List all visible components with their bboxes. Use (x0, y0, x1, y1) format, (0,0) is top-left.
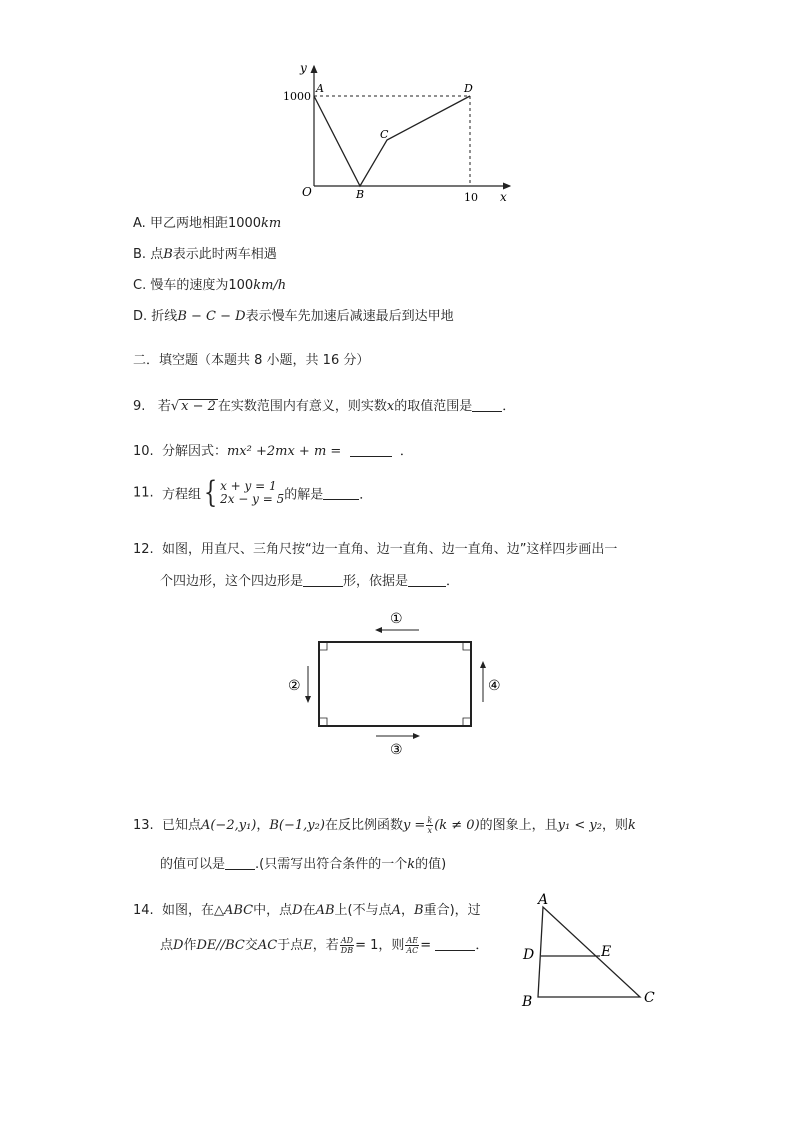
q14-text: 上(不与点 (334, 903, 392, 918)
x-tick-10: 10 (464, 191, 478, 204)
point-b: B (414, 903, 424, 918)
sqrt-sign: √ (170, 399, 180, 414)
q13-text: 的值可以是 (160, 857, 226, 872)
segment-ab: AB (315, 903, 335, 918)
segment-ac: AC (257, 938, 278, 953)
point-B: B (356, 188, 365, 201)
fraction (426, 816, 433, 835)
label-a: A (538, 892, 549, 908)
q13-text: 在反比例函数 (324, 818, 403, 833)
inequality: y₁ < y₂ (557, 818, 602, 833)
point-d: D (173, 938, 184, 953)
x-axis-label: x (500, 190, 507, 204)
q9-text: 若 (157, 399, 171, 414)
q14-text: 点 (160, 938, 174, 953)
question-number: 14. (133, 903, 154, 918)
option-b (133, 243, 277, 262)
k-var: k (407, 857, 416, 872)
q14-text: ，若 (312, 938, 339, 953)
label-b: B (522, 994, 533, 1010)
rectangle-figure (284, 606, 524, 756)
q13-text: 的图象上，且 (479, 818, 558, 833)
y-tick-1000: 1000 (283, 90, 311, 103)
question-number: 11. (133, 485, 154, 501)
answer-blank[interactable] (323, 486, 359, 500)
question-13-line2 (160, 853, 446, 872)
q14-text: 重合)，过 (423, 903, 481, 918)
step-1-label: ① (390, 611, 403, 627)
q11-end: ． (359, 487, 373, 503)
q13-text: 已知点 (161, 818, 201, 833)
numerator: k (427, 816, 433, 825)
q10-end: ． (399, 444, 413, 459)
answer-blank[interactable] (303, 573, 343, 587)
y-axis-label: y (300, 61, 307, 75)
question-13-line1 (133, 814, 636, 835)
right-angle-mark (319, 718, 327, 726)
right-angle-mark (319, 642, 327, 650)
brace-icon: { (203, 475, 218, 510)
q14-text: = (420, 938, 432, 953)
point-d: D (292, 903, 303, 918)
point-C: C (380, 128, 389, 141)
q11-text: 的解是 (284, 487, 324, 503)
option-text: 慢车的速度为100 (150, 278, 254, 293)
denominator: AC (406, 946, 419, 955)
q14-text: 如图，在 (161, 903, 214, 918)
q14-text: = 1，则 (355, 938, 405, 953)
question-10 (133, 440, 413, 459)
answer-blank[interactable] (435, 937, 475, 951)
answer-blank[interactable] (472, 398, 502, 412)
option-label: D. (133, 309, 148, 324)
q14-text: ， (401, 903, 415, 918)
q14-end: ． (475, 938, 489, 953)
equation-system (220, 480, 284, 506)
option-c (133, 274, 286, 293)
section-title: 二．填空题（本题共 8 小题，共 16 分） (133, 353, 370, 368)
q12-end: ． (446, 574, 460, 589)
denominator: x (427, 826, 433, 835)
option-math: B (163, 247, 173, 262)
option-text: 甲乙两地相距1000 (149, 216, 262, 231)
q9-end: ． (502, 399, 516, 414)
triangle (538, 907, 640, 997)
graph-line (314, 96, 470, 186)
q9-var: x (386, 399, 395, 414)
option-text: 表示此时两车相遇 (172, 247, 277, 262)
distance-time-graph (283, 58, 530, 208)
rectangle (319, 642, 471, 726)
q13-text: ， (256, 818, 270, 833)
option-text: 点 (150, 247, 164, 262)
answer-blank[interactable] (225, 856, 255, 870)
q9-text: 在实数范围内有意义，则实数 (217, 399, 387, 414)
point-e: E (303, 938, 313, 953)
numerator: AE (406, 936, 419, 945)
q10-expr: mx² +2mx + m = (226, 444, 342, 459)
question-number: 12. (133, 542, 154, 557)
option-label: C. (133, 278, 147, 293)
q12-text: 形，依据是 (343, 574, 409, 589)
label-e: E (601, 944, 612, 960)
origin-label: O (302, 185, 312, 199)
q14-text: 在 (302, 903, 316, 918)
condition: (k ≠ 0) (434, 818, 480, 833)
question-number: 10. (133, 444, 154, 459)
question-12-line2 (160, 570, 459, 589)
q13-text: .(只需写出符合条件的一个 (255, 857, 408, 872)
q14-text: 交 (244, 938, 258, 953)
step-2-label: ② (288, 678, 301, 694)
answer-blank[interactable] (408, 573, 446, 587)
point-A: A (316, 82, 324, 95)
option-text: 折线 (151, 309, 178, 324)
answer-blank[interactable] (350, 443, 392, 457)
point-a: A (391, 903, 401, 918)
right-angle-mark (463, 642, 471, 650)
q14-text: 中，点 (253, 903, 293, 918)
step-3-label: ③ (390, 742, 403, 758)
q14-text: 作 (183, 938, 197, 953)
question-11 (133, 475, 373, 510)
q9-text: 的取值范围是 (394, 399, 473, 414)
q13-text: 的值) (415, 857, 447, 872)
point-b-expr: B(−1,y₂) (269, 818, 325, 833)
label-d: D (523, 947, 535, 963)
question-9 (133, 395, 515, 414)
option-d (133, 305, 454, 324)
numerator: AD (340, 936, 354, 945)
step-4-label: ④ (488, 678, 501, 694)
point-D: D (464, 82, 473, 95)
q14-text: 于点 (277, 938, 304, 953)
q12-text: 如图，用直尺、三角尺按“边一直角、边一直角、边一直角、边”这样四步画出一 (161, 542, 618, 557)
option-label: B. (133, 247, 147, 262)
triangle-figure (518, 890, 668, 1015)
option-math: km/h (253, 278, 287, 293)
equation-2: 2x − y = 5 (220, 492, 285, 506)
denominator: DB (340, 946, 354, 955)
question-12-line1 (133, 538, 617, 557)
point-a-expr: A(−2,y₁) (200, 818, 257, 833)
k-var: k (627, 818, 636, 833)
option-label: A. (133, 216, 146, 231)
fraction-ae-ac (405, 936, 419, 955)
label-c: C (644, 990, 655, 1006)
option-math: km (261, 216, 282, 231)
q12-text: 个四边形，这个四边形是 (160, 574, 304, 589)
q13-text: ，则 (601, 818, 628, 833)
fraction-ad-db (340, 936, 354, 955)
option-text: 表示慢车先加速后减速最后到达甲地 (245, 309, 454, 324)
option-a (133, 212, 281, 231)
option-math: B − C − D (177, 309, 246, 324)
question-number: 13. (133, 818, 154, 833)
equation-1: x + y = 1 (220, 479, 277, 493)
de-parallel-bc: DE//BC (196, 938, 245, 953)
radicand: x − 2 (181, 399, 216, 414)
right-angle-mark (463, 718, 471, 726)
question-14-line1 (133, 899, 481, 918)
triangle-abc: △ABC (213, 903, 254, 918)
question-number: 9. (133, 399, 146, 414)
q10-text: 分解因式： (161, 444, 227, 459)
func-y: y = (402, 818, 426, 833)
q11-text: 方程组 (161, 487, 201, 503)
question-14-line2 (160, 934, 488, 955)
